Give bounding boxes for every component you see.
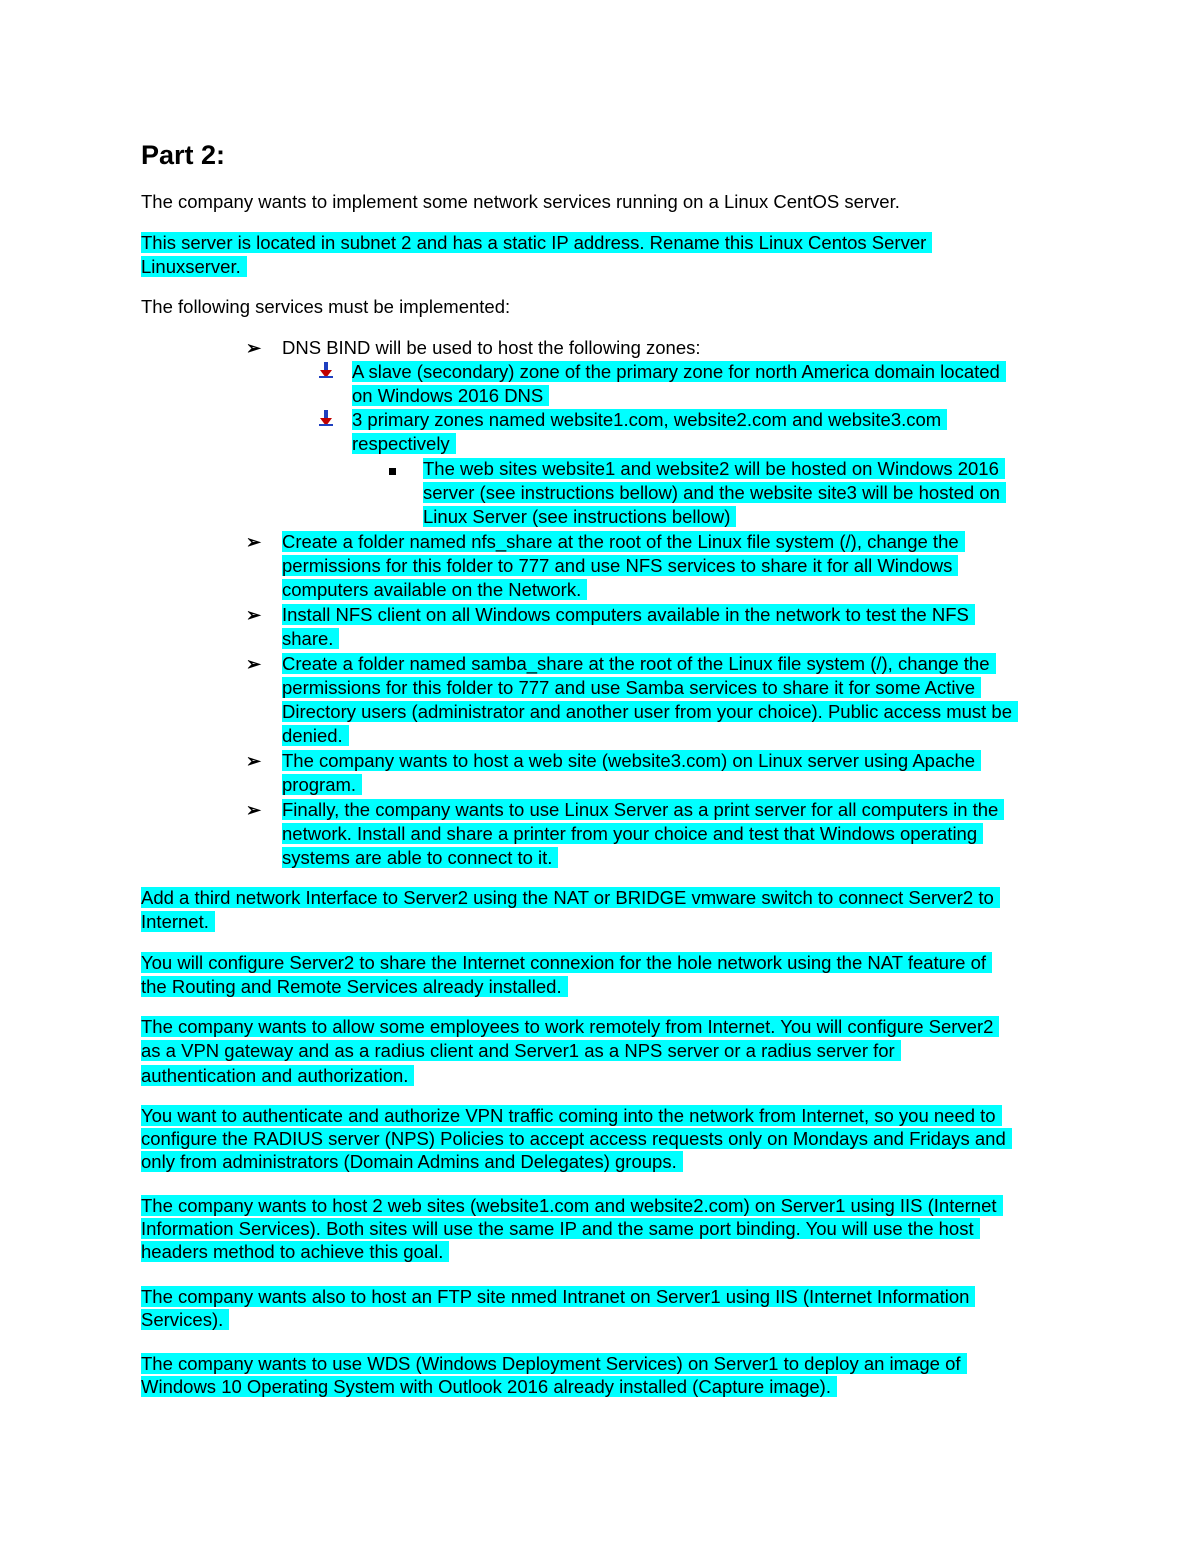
primary-zones-line: 3 primary zones named website1.com, website2.com and website3.com <box>352 408 947 432</box>
ftp-line: Services). <box>141 1308 229 1332</box>
iis-line: The company wants to host 2 web sites (website1.com and website2.com) on Server1 using IIS (Internet <box>141 1194 1003 1218</box>
square-bullet-icon <box>389 457 396 481</box>
intro-paragraph: The company wants to implement some network services running on a Linux CentOS server. <box>141 191 900 212</box>
nat-share-line: the Routing and Remote Services already installed. <box>141 975 568 999</box>
samba-bullet-line: denied. <box>282 724 349 748</box>
web-sites-line: Linux Server (see instructions bellow) <box>423 505 736 529</box>
primary-zones-line: respectively <box>352 432 456 456</box>
iis-line: headers method to achieve this goal. <box>141 1240 449 1264</box>
samba-bullet-line: Directory users (administrator and another user from your choice). Public access must be <box>282 700 1018 724</box>
web-sites-line: The web sites website1 and website2 will be hosted on Windows 2016 <box>423 457 1005 481</box>
nat-interface-line: Internet. <box>141 910 215 934</box>
wds-line: The company wants to use WDS (Windows Deployment Services) on Server1 to deploy an image of <box>141 1352 967 1376</box>
nfs-bullet-line: computers available on the Network. <box>282 578 587 602</box>
arrowhead-bullet-icon: ➢ <box>246 532 262 552</box>
arrowhead-bullet-icon: ➢ <box>246 338 262 358</box>
arrowhead-bullet-icon: ➢ <box>246 605 262 625</box>
page-title: Part 2: <box>141 140 226 170</box>
web-sites-line: server (see instructions bellow) and the website site3 will be hosted on <box>423 481 1006 505</box>
server-paragraph-line: This server is located in subnet 2 and has a static IP address. Rename this Linux Centos Server <box>141 231 932 255</box>
nat-share-line: You will configure Server2 to share the Internet connexion for the hole network using the NAT feature of <box>141 951 992 975</box>
down-arrow-bullet-icon <box>318 361 334 385</box>
nfs-bullet-line: Create a folder named nfs_share at the root of the Linux file system (/), change the <box>282 530 965 554</box>
print-bullet-line: systems are able to connect to it. <box>282 846 558 870</box>
radius-line: only from administrators (Domain Admins and Delegates) groups. <box>141 1150 683 1174</box>
vpn-line: as a VPN gateway and as a radius client and Server1 as a NPS server or a radius server for <box>141 1039 901 1063</box>
apache-bullet-line: program. <box>282 773 362 797</box>
arrowhead-bullet-icon: ➢ <box>246 654 262 674</box>
apache-bullet-line: The company wants to host a web site (website3.com) on Linux server using Apache <box>282 749 981 773</box>
print-bullet-line: network. Install and share a printer from your choice and test that Windows operating <box>282 822 983 846</box>
iis-line: Information Services). Both sites will use the same IP and the same port binding. You will use the host <box>141 1217 980 1241</box>
vpn-line: authentication and authorization. <box>141 1064 414 1088</box>
nfs-client-line: Install NFS client on all Windows computers available in the network to test the NFS <box>282 603 975 627</box>
nfs-client-line: share. <box>282 627 339 651</box>
wds-line: Windows 10 Operating System with Outlook 2016 already installed (Capture image). <box>141 1375 837 1399</box>
vpn-line: The company wants to allow some employees to work remotely from Internet. You will configure Server2 <box>141 1015 999 1039</box>
server-paragraph-line: Linuxserver. <box>141 255 247 279</box>
arrowhead-bullet-icon: ➢ <box>246 751 262 771</box>
samba-bullet-line: Create a folder named samba_share at the root of the Linux file system (/), change the <box>282 652 996 676</box>
print-bullet-line: Finally, the company wants to use Linux Server as a print server for all computers in the <box>282 798 1004 822</box>
radius-line: configure the RADIUS server (NPS) Policies to accept access requests only on Mondays and Fridays and <box>141 1127 1012 1151</box>
nfs-bullet-line: permissions for this folder to 777 and use NFS services to share it for all Windows <box>282 554 958 578</box>
ftp-line: The company wants also to host an FTP site nmed Intranet on Server1 using IIS (Internet Information <box>141 1285 975 1309</box>
slave-zone-line: A slave (secondary) zone of the primary zone for north America domain located <box>352 360 1006 384</box>
radius-line: You want to authenticate and authorize VPN traffic coming into the network from Internet, so you need to <box>141 1104 1002 1128</box>
following-paragraph: The following services must be implemented: <box>141 296 511 317</box>
slave-zone-line: on Windows 2016 DNS <box>352 384 549 408</box>
arrowhead-bullet-icon: ➢ <box>246 800 262 820</box>
samba-bullet-line: permissions for this folder to 777 and use Samba services to share it for some Active <box>282 676 981 700</box>
dns-bullet-text: DNS BIND will be used to host the following zones: <box>282 337 701 358</box>
nat-interface-line: Add a third network Interface to Server2 using the NAT or BRIDGE vmware switch to connect Server2 to <box>141 886 1000 910</box>
down-arrow-bullet-icon <box>318 409 334 433</box>
